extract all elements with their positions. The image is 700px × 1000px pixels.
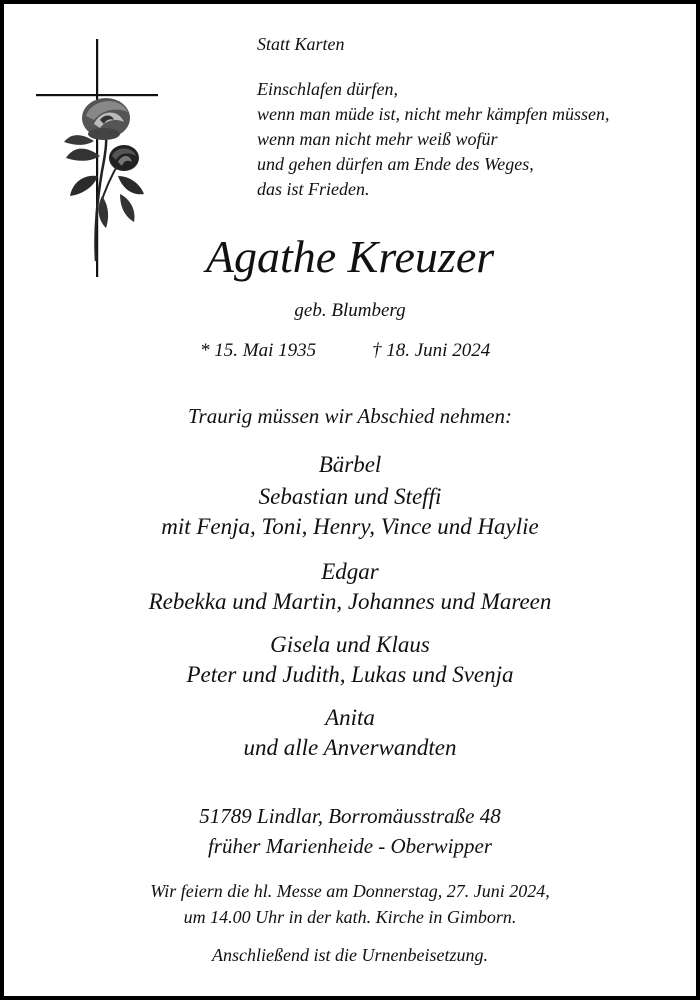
- family-line: Peter und Judith, Lukas und Svenja: [186, 662, 514, 687]
- family-line: Sebastian und Steffi: [258, 484, 442, 509]
- birth-date: * 15. Mai 1935: [200, 340, 317, 361]
- family-line: mit Fenja, Toni, Henry, Vince und Haylie: [161, 514, 539, 539]
- family-line: und alle Anverwandten: [243, 735, 457, 760]
- family-line: Bärbel: [318, 452, 382, 477]
- service-line: Wir feiern die hl. Messe am Donnerstag, 27. Juni 2024,: [150, 881, 550, 901]
- death-date: † 18. Juni 2024: [372, 340, 491, 361]
- family-line: Gisela und Klaus: [270, 632, 430, 657]
- poem-line: Einschlafen dürfen,: [257, 79, 398, 99]
- deceased-name: Agathe Kreuzer: [205, 231, 495, 282]
- intro-text: Traurig müssen wir Abschied nehmen:: [188, 404, 512, 428]
- address-line: früher Marienheide - Oberwipper: [207, 834, 493, 858]
- service-line: um 14.00 Uhr in der kath. Kirche in Gimborn.: [183, 907, 517, 927]
- birth-name: geb. Blumberg: [294, 300, 406, 321]
- poem-line: wenn man müde ist, nicht mehr kämpfen müssen,: [257, 104, 610, 124]
- poem-line: das ist Frieden.: [257, 179, 370, 199]
- poem-line: und gehen dürfen am Ende des Weges,: [257, 154, 534, 174]
- poem-line: wenn man nicht mehr weiß wofür: [257, 129, 498, 149]
- service-line: Anschließend ist die Urnenbeisetzung.: [212, 945, 488, 965]
- address-line: 51789 Lindlar, Borromäusstraße 48: [199, 804, 501, 828]
- family-line: Anita: [325, 705, 375, 730]
- family-line: Edgar: [321, 559, 379, 584]
- family-line: Rebekka und Martin, Johannes und Mareen: [148, 589, 552, 614]
- header-label: Statt Karten: [257, 34, 345, 54]
